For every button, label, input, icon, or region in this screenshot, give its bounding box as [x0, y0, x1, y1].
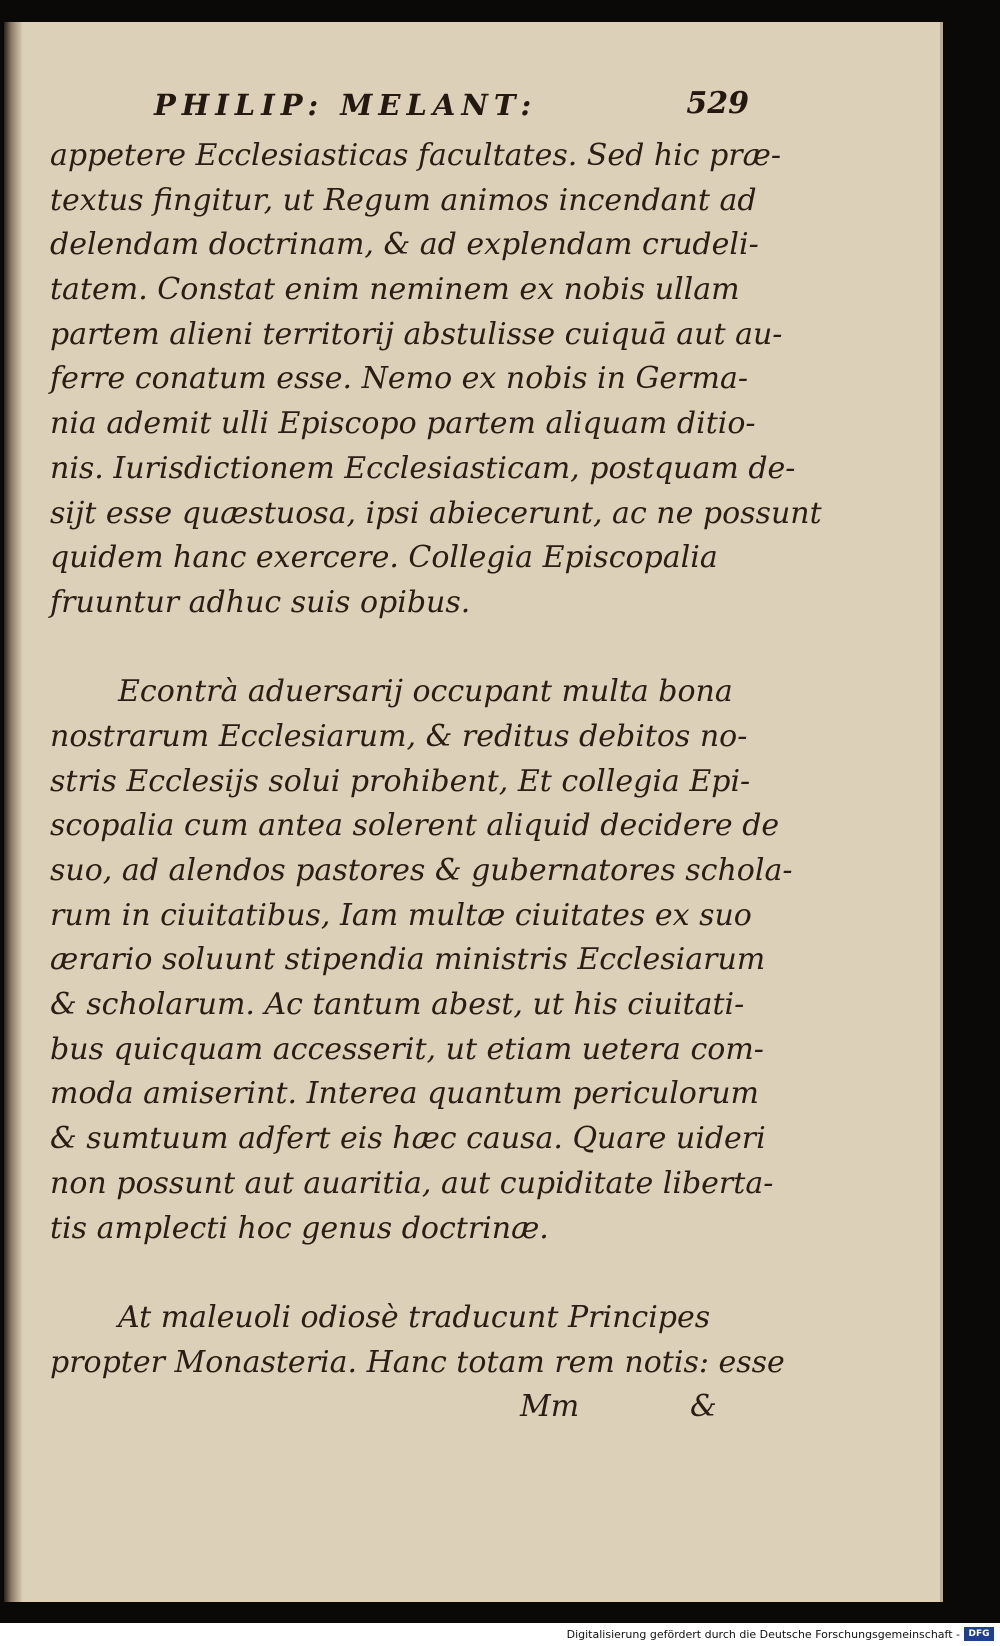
- catchword: &: [690, 1389, 717, 1425]
- paragraph-spacer: [50, 626, 755, 671]
- text-line: Econtrà aduersarij occupant multa bona: [118, 674, 733, 710]
- funding-credit: Digitalisierung gefördert durch die Deutsche Forschungsgemeinschaft -: [566, 1628, 960, 1641]
- text-line: fruuntur adhuc suis opibus.: [50, 584, 471, 620]
- paragraph-spacer: [50, 1251, 755, 1296]
- paragraph-3: [50, 1296, 785, 1385]
- page-number: 529: [686, 86, 749, 121]
- text-line: & sumtuum adfert eis hæc causa. Quare uideri: [50, 1121, 766, 1157]
- paragraph-1: [50, 134, 822, 626]
- running-head: PHILIP: MELANT:: [154, 88, 538, 122]
- text-line: nia ademit ulli Episcopo partem aliquam ditio-: [50, 406, 756, 442]
- paragraph-2: [50, 670, 793, 1251]
- text-line: tis amplecti hoc genus doctrinæ.: [50, 1210, 549, 1246]
- text-line: delendam doctrinam, & ad explendam crudeli-: [50, 227, 759, 263]
- text-line: nis. Iurisdictionem Ecclesiasticam, postquam de-: [50, 450, 796, 486]
- signature-mark: Mm: [520, 1389, 580, 1425]
- text-line: sijt esse quæstuosa, ipsi abiecerunt, ac ne possunt: [50, 495, 822, 531]
- page-footer-marks: [50, 1385, 755, 1430]
- body-text: [50, 134, 822, 1430]
- book-page: [4, 22, 943, 1602]
- text-line: suo, ad alendos pastores & gubernatores schola-: [50, 853, 793, 888]
- text-line: stris Ecclesijs solui prohibent, Et collegia Epi-: [50, 763, 751, 799]
- text-line: appetere Ecclesiasticas facultates. Sed hic præ-: [50, 138, 781, 173]
- text-line: quidem hanc exercere. Collegia Episcopalia: [50, 540, 718, 576]
- page-header: [154, 72, 749, 128]
- text-line: non possunt aut auaritia, aut cupiditate liberta-: [50, 1165, 774, 1201]
- text-line: & scholarum. Ac tantum abest, ut his ciuitati-: [50, 987, 745, 1023]
- text-line: textus fingitur, ut Regum animos incendant ad: [50, 182, 757, 218]
- text-line: tatem. Constat enim neminem ex nobis ullam: [50, 272, 740, 308]
- text-line: At maleuoli odiosè traducunt Principes: [118, 1299, 711, 1335]
- text-line: bus quicquam accesserit, ut etiam uetera com-: [50, 1031, 764, 1067]
- text-line: partem alieni territorij abstulisse cuiquā aut au-: [50, 316, 783, 352]
- text-line: moda amiserint. Interea quantum periculorum: [50, 1076, 759, 1112]
- dfg-logo: DFG: [964, 1627, 994, 1641]
- text-line: propter Monasteria. Hanc totam rem notis: esse: [50, 1344, 785, 1380]
- text-line: nostrarum Ecclesiarum, & reditus debitos no-: [50, 718, 748, 754]
- text-line: ærario soluunt stipendia ministris Ecclesiarum: [50, 942, 766, 978]
- digitization-footer: [0, 1623, 1000, 1646]
- text-line: rum in ciuitatibus, Iam multæ ciuitates ex suo: [50, 897, 752, 933]
- text-line: ferre conatum esse. Nemo ex nobis in Germa-: [50, 361, 748, 397]
- text-line: scopalia cum antea solerent aliquid decidere de: [50, 808, 780, 844]
- page-gutter-shadow: [4, 22, 22, 1602]
